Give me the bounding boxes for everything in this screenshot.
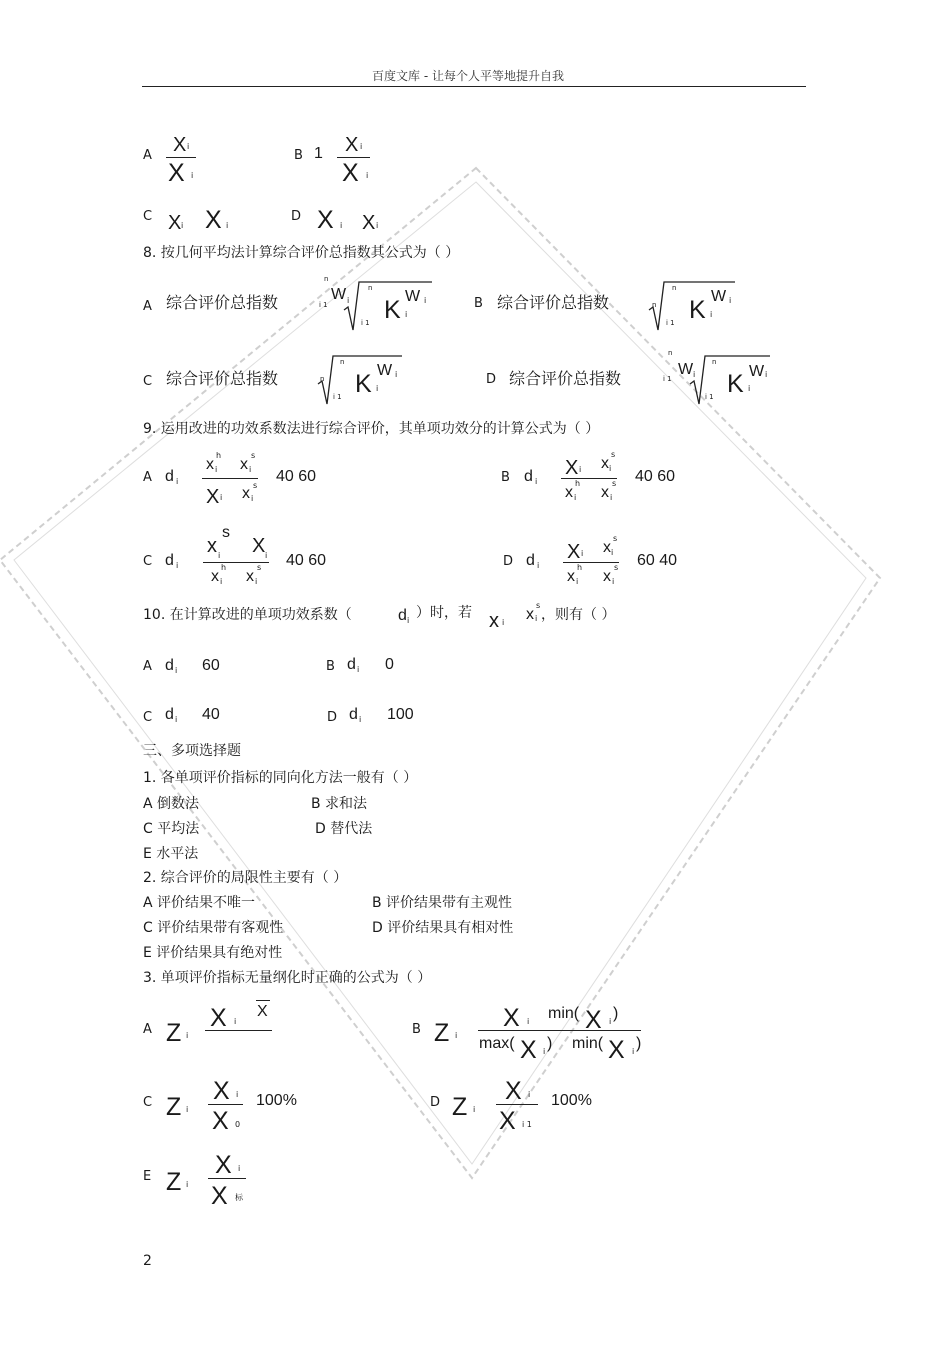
- symbol-sub: i: [234, 1017, 237, 1026]
- symbol-sub: i: [535, 477, 538, 486]
- symbol-sub: i: [543, 1047, 546, 1056]
- section3-title: 三、多项选择题: [143, 743, 241, 759]
- q10-option-b-label: B: [326, 659, 335, 674]
- symbol-x-bar: X: [257, 1003, 268, 1020]
- index-i1: i 1: [705, 393, 714, 401]
- symbol-sup: s: [536, 601, 541, 610]
- fraction-bar: [478, 1030, 641, 1031]
- symbol-sup: s: [612, 479, 617, 488]
- index-n: n: [652, 301, 657, 309]
- fraction-bar: [337, 157, 370, 158]
- q8-option-b-label: B: [474, 296, 483, 311]
- symbol-x: X: [585, 1006, 602, 1034]
- q10-option-a-label: A: [143, 659, 152, 674]
- symbol-x: X: [168, 212, 182, 234]
- symbol-sub: 0: [235, 1120, 241, 1129]
- symbol-sub: i: [191, 171, 194, 180]
- symbol-sub: i: [366, 171, 369, 180]
- index-n: n: [672, 284, 677, 292]
- symbol-sub: i: [407, 616, 410, 625]
- symbol-sub: i: [357, 665, 360, 674]
- q8-option-c-label: C: [143, 374, 153, 389]
- symbol-sub: i: [238, 1164, 241, 1173]
- symbol-sub: i: [609, 1017, 612, 1026]
- symbol-x: x: [240, 456, 248, 473]
- symbol-sup: s: [613, 534, 618, 543]
- symbol-sup: s: [257, 563, 262, 572]
- symbol-sub: i: [610, 493, 613, 502]
- symbol-x: x: [207, 535, 217, 557]
- q10-text-a: 10. 在计算改进的单项功效系数（: [143, 607, 352, 623]
- q9-c-consts: 40 60: [286, 552, 327, 569]
- q10-option-b-value: 0: [385, 656, 394, 673]
- symbol-d: d: [398, 607, 407, 624]
- symbol-sub: i: [175, 715, 178, 724]
- symbol-sub: i: [612, 577, 615, 586]
- index-i1: i 1: [361, 319, 370, 327]
- symbol-sub: i: [537, 561, 540, 570]
- symbol-x: X: [168, 159, 185, 187]
- symbol-sub: i: [455, 1031, 458, 1040]
- symbol-x: x: [211, 568, 219, 585]
- symbol-sub: i: [176, 561, 179, 570]
- symbol-sub: i: [424, 296, 427, 305]
- symbol-x: X: [252, 535, 266, 557]
- symbol-x: X: [173, 134, 187, 156]
- mq1-option-c: C 平均法: [143, 821, 200, 837]
- symbol-x: X: [499, 1107, 516, 1135]
- symbol-sub: i: [611, 548, 614, 557]
- mq3-option-b-label: B: [412, 1022, 421, 1037]
- q10-option-c-value: 40: [202, 706, 220, 723]
- symbol-x: X: [211, 1182, 228, 1210]
- symbol-x: X: [317, 206, 334, 234]
- mq3-option-d-label: D: [430, 1095, 441, 1110]
- symbol-sub: i: [528, 1090, 531, 1099]
- prev-option-a-label: A: [143, 148, 152, 163]
- symbol-sub: i: [405, 310, 408, 319]
- page-number: 2: [143, 1253, 152, 1269]
- symbol-sub: i: [609, 464, 612, 473]
- symbol-d: d: [347, 656, 356, 673]
- symbol-d: d: [165, 706, 174, 723]
- symbol-sub: i: [218, 551, 221, 560]
- q9-a-consts: 40 60: [276, 468, 317, 485]
- min-function: min(: [572, 1035, 604, 1052]
- fraction-bar: [202, 478, 258, 479]
- symbol-one: 1: [314, 145, 323, 162]
- symbol-sub: i: [360, 142, 363, 151]
- symbol-sub: i: [226, 221, 229, 230]
- min-function: min(: [548, 1005, 580, 1022]
- mq2-text: 2. 综合评价的局限性主要有（ ）: [143, 870, 348, 886]
- symbol-z: Z: [166, 1168, 182, 1196]
- percent-100: 100%: [551, 1092, 592, 1109]
- symbol-x: X: [567, 541, 581, 563]
- symbol-k: K: [355, 370, 372, 398]
- symbol-x: X: [362, 212, 376, 234]
- fraction-bar: [561, 478, 617, 479]
- index-i1: i 1: [319, 301, 328, 309]
- mq3-option-e-label: E: [143, 1169, 152, 1184]
- q9-text: 9. 运用改进的功效系数法进行综合评价，其单项功效分的计算公式为（ ）: [143, 421, 600, 437]
- symbol-sup: h: [221, 563, 227, 572]
- mq1-option-a: A 倒数法: [143, 796, 200, 812]
- mq2-option-d: D 评价结果具有相对性: [372, 920, 514, 936]
- symbol-sub: i: [376, 384, 379, 393]
- symbol-sub: i: [186, 1031, 189, 1040]
- symbol-sub: i: [579, 465, 582, 474]
- q10-option-a-value: 60: [202, 657, 220, 674]
- mq1-text: 1. 各单项评价指标的同向化方法一般有（ ）: [143, 770, 418, 786]
- symbol-sup: s: [222, 524, 230, 541]
- index-n: n: [340, 358, 345, 366]
- fraction-bar: [208, 1178, 246, 1179]
- symbol-x: X: [503, 1004, 520, 1032]
- symbol-x: x: [489, 610, 499, 632]
- symbol-sup: h: [216, 451, 222, 460]
- mq2-option-a: A 评价结果不唯一: [143, 895, 256, 911]
- symbol-sub: i: [255, 577, 258, 586]
- mq2-option-c: C 评价结果带有客观性: [143, 920, 284, 936]
- percent-100: 100%: [256, 1092, 297, 1109]
- q10-option-c-label: C: [143, 710, 153, 725]
- symbol-z: Z: [452, 1093, 468, 1121]
- symbol-d: d: [349, 706, 358, 723]
- symbol-z: Z: [166, 1019, 182, 1047]
- symbol-x: x: [601, 484, 609, 501]
- q9-option-b-label: B: [501, 470, 510, 485]
- symbol-sub: i: [502, 618, 505, 627]
- index-n: n: [668, 349, 673, 357]
- symbol-sub: i: [527, 1017, 530, 1026]
- symbol-sub: i: [347, 296, 350, 305]
- q8-text: 8. 按几何平均法计算综合评价总指数其公式为（ ）: [143, 245, 460, 261]
- symbol-sub: i: [765, 370, 768, 379]
- symbol-x: X: [212, 1107, 229, 1135]
- q8-b-label-text: 综合评价总指数: [497, 293, 610, 312]
- symbol-k: K: [727, 370, 744, 398]
- symbol-w: W: [749, 363, 765, 380]
- fraction-bar: [563, 562, 619, 563]
- symbol-sup: s: [611, 450, 616, 459]
- symbol-sub: i: [359, 715, 362, 724]
- prev-option-b-label: B: [294, 148, 303, 163]
- mq3-text: 3. 单项评价指标无量纲化时正确的公式为（ ）: [143, 970, 432, 986]
- symbol-sub: i: [186, 1105, 189, 1114]
- q10-text-b: ）时，若: [416, 605, 472, 621]
- symbol-d: d: [165, 657, 174, 674]
- symbol-sub: i: [176, 477, 179, 486]
- fraction-bar: [208, 1104, 243, 1105]
- index-i1: i 1: [666, 319, 675, 327]
- symbol-x: X: [210, 1004, 227, 1032]
- symbol-x: x: [567, 568, 575, 585]
- mq1-option-d: D 替代法: [315, 821, 373, 837]
- mq2-option-b: B 评价结果带有主观性: [372, 895, 513, 911]
- symbol-x: X: [342, 159, 359, 187]
- overline-bar: [256, 1000, 270, 1001]
- symbol-sub: i: [576, 577, 579, 586]
- symbol-x: x: [603, 539, 611, 556]
- index-n: n: [712, 358, 717, 366]
- symbol-sub: i: [395, 370, 398, 379]
- close-paren: ): [613, 1005, 619, 1022]
- symbol-sup: h: [577, 563, 583, 572]
- symbol-x: x: [603, 568, 611, 585]
- q9-option-c-label: C: [143, 554, 153, 569]
- index-n: n: [368, 284, 373, 292]
- q9-b-consts: 40 60: [635, 468, 676, 485]
- q9-option-d-label: D: [503, 554, 514, 569]
- symbol-x: X: [213, 1077, 230, 1105]
- symbol-sub: i: [175, 666, 178, 675]
- symbol-sub: i: [236, 1090, 239, 1099]
- symbol-sub: i: [249, 465, 252, 474]
- symbol-w: W: [331, 286, 347, 303]
- symbol-z: Z: [166, 1093, 182, 1121]
- fraction-bar: [166, 157, 196, 158]
- symbol-z: Z: [434, 1019, 450, 1047]
- symbol-x: x: [565, 484, 573, 501]
- symbol-x: X: [205, 206, 222, 234]
- index-n: n: [320, 375, 325, 383]
- symbol-d: d: [524, 468, 533, 485]
- symbol-w: W: [405, 288, 421, 305]
- symbol-x: X: [520, 1036, 537, 1064]
- prev-option-c-label: C: [143, 209, 153, 224]
- symbol-x: x: [242, 485, 250, 502]
- symbol-sub: i: [710, 310, 713, 319]
- index-i1: i 1: [663, 375, 672, 383]
- fraction-bar: [205, 1030, 272, 1031]
- header-rule: [142, 86, 806, 87]
- symbol-x: x: [526, 606, 534, 623]
- q8-d-label-text: 综合评价总指数: [509, 369, 622, 388]
- close-paren: ): [636, 1035, 642, 1052]
- symbol-sub: i: [187, 142, 190, 151]
- mq3-option-a-label: A: [143, 1022, 152, 1037]
- symbol-w: W: [711, 288, 727, 305]
- symbol-sub: i: [729, 296, 732, 305]
- mq2-option-e: E 评价结果具有绝对性: [143, 945, 283, 961]
- symbol-sub: i: [251, 494, 254, 503]
- symbol-sup: s: [251, 451, 256, 460]
- symbol-sub: i: [181, 221, 184, 230]
- symbol-sub: i: [632, 1047, 635, 1056]
- q10-option-d-label: D: [327, 710, 338, 725]
- symbol-x: X: [215, 1151, 232, 1179]
- symbol-x: X: [505, 1077, 522, 1105]
- symbol-sup: s: [614, 563, 619, 572]
- mq1-option-b: B 求和法: [311, 796, 368, 812]
- prev-option-d-label: D: [291, 209, 302, 224]
- symbol-sub: i: [220, 493, 223, 502]
- symbol-x: x: [206, 456, 214, 473]
- symbol-sub: i: [535, 614, 538, 623]
- index-i1: i 1: [333, 393, 342, 401]
- fraction-bar: [496, 1104, 538, 1105]
- subscript-biao: 标: [235, 1193, 243, 1202]
- symbol-x: x: [601, 455, 609, 472]
- symbol-x: x: [246, 568, 254, 585]
- symbol-sub: i: [693, 370, 696, 379]
- symbol-w: W: [678, 361, 694, 378]
- q8-c-label-text: 综合评价总指数: [166, 369, 279, 388]
- symbol-sub: i 1: [522, 1120, 532, 1129]
- symbol-x: X: [345, 134, 359, 156]
- symbol-x: X: [565, 457, 579, 479]
- symbol-sub: i: [473, 1105, 476, 1114]
- symbol-sub: i: [581, 549, 584, 558]
- q9-d-consts: 60 40: [637, 552, 678, 569]
- max-function: max(: [479, 1035, 515, 1052]
- symbol-sub: i: [215, 465, 218, 474]
- symbol-sub: i: [265, 551, 268, 560]
- symbol-sub: i: [220, 577, 223, 586]
- q10-text-c: ，则有（ ）: [541, 607, 616, 623]
- symbol-sup: h: [575, 479, 581, 488]
- symbol-k: K: [384, 296, 401, 324]
- mq3-option-c-label: C: [143, 1095, 153, 1110]
- q8-a-label-text: 综合评价总指数: [166, 293, 279, 312]
- q8-option-a-label: A: [143, 299, 152, 314]
- q9-option-a-label: A: [143, 470, 152, 485]
- symbol-sub: i: [748, 384, 751, 393]
- symbol-sup: s: [253, 481, 258, 490]
- index-n: n: [324, 275, 329, 283]
- close-paren: ): [547, 1035, 553, 1052]
- symbol-sub: i: [340, 221, 343, 230]
- symbol-sub: i: [186, 1180, 189, 1189]
- symbol-sub: i: [574, 493, 577, 502]
- mq1-option-e: E 水平法: [143, 846, 199, 862]
- symbol-x: X: [206, 486, 220, 508]
- q10-option-d-value: 100: [387, 706, 414, 723]
- symbol-sub: i: [376, 221, 379, 230]
- page-header: 百度文库 - 让每个人平等地提升自我: [372, 69, 564, 83]
- symbol-x: X: [608, 1036, 625, 1064]
- symbol-d: d: [165, 552, 174, 569]
- symbol-d: d: [165, 468, 174, 485]
- symbol-k: K: [689, 296, 706, 324]
- symbol-d: d: [526, 552, 535, 569]
- q8-option-d-label: D: [486, 372, 497, 387]
- symbol-w: W: [377, 362, 393, 379]
